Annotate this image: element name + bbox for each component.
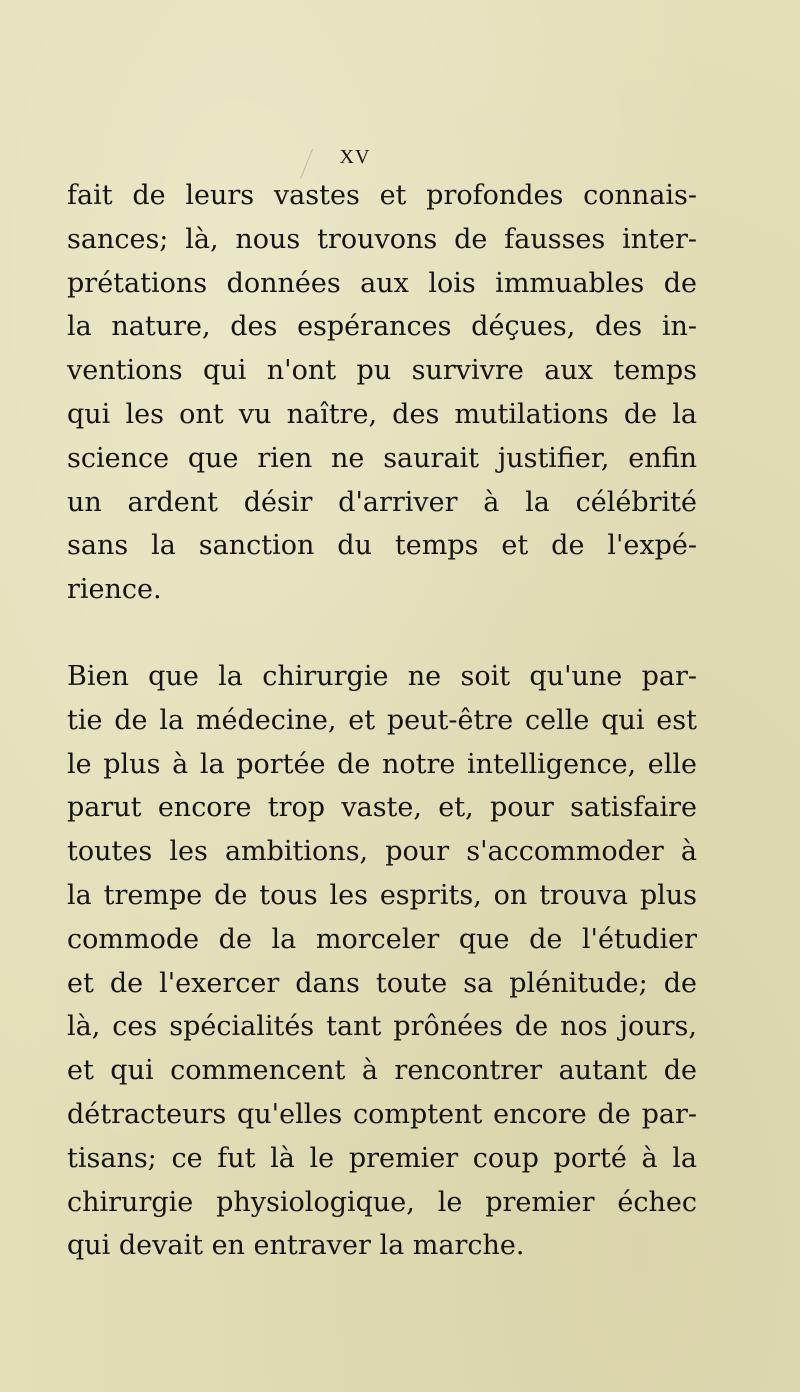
paragraph-1 [67, 174, 697, 612]
text-line: la trempe de tous les esprits, on trouva plus [67, 879, 697, 911]
text-line: sances; là, nous trouvons de fausses inter- [67, 223, 697, 255]
text-line: la nature, des espérances déçues, des in- [67, 311, 697, 343]
text-line: tie de la médecine, et peut-être celle qui est [67, 704, 697, 736]
text-line: prétations données aux lois immuables de [67, 267, 697, 299]
text-line: toutes les ambitions, pour s'accommoder à [67, 836, 697, 868]
text-line: un ardent désir d'arriver à la célébrité [67, 486, 697, 518]
text-line: rience. [67, 574, 162, 606]
text-line: qui les ont vu naître, des mutilations de la [67, 398, 697, 430]
text-line: qui devait en entraver la marche. [67, 1230, 525, 1262]
paragraph-2 [67, 655, 697, 1268]
text-line: commode de la morceler que de l'étudier [67, 923, 697, 955]
text-line: tisans; ce fut là le premier coup porté à la [67, 1142, 697, 1174]
text-line: là, ces spécialités tant prônées de nos jours, [67, 1011, 697, 1043]
text-line: et qui commencent à rencontrer autant de [67, 1055, 697, 1087]
text-line: chirurgie physiologique, le premier échec [67, 1186, 697, 1218]
text-line: Bien que la chirurgie ne soit qu'une par- [67, 660, 697, 692]
text-line: sans la sanction du temps et de l'expé- [67, 530, 697, 562]
text-line: fait de leurs vastes et profondes connais- [67, 180, 697, 211]
text-line: parut encore trop vaste, et, pour satisfaire [67, 792, 697, 824]
text-line: ventions qui n'ont pu survivre aux temps [67, 355, 697, 387]
text-line: science que rien ne saurait justifier, enfin [67, 442, 697, 474]
text-line: détracteurs qu'elles comptent encore de par- [67, 1098, 697, 1130]
page-number: XV [339, 146, 371, 168]
text-line: le plus à la portée de notre intelligence, elle [67, 748, 697, 780]
text-line: et de l'exercer dans toute sa plénitude; de [67, 967, 697, 999]
body-text [67, 174, 697, 1268]
